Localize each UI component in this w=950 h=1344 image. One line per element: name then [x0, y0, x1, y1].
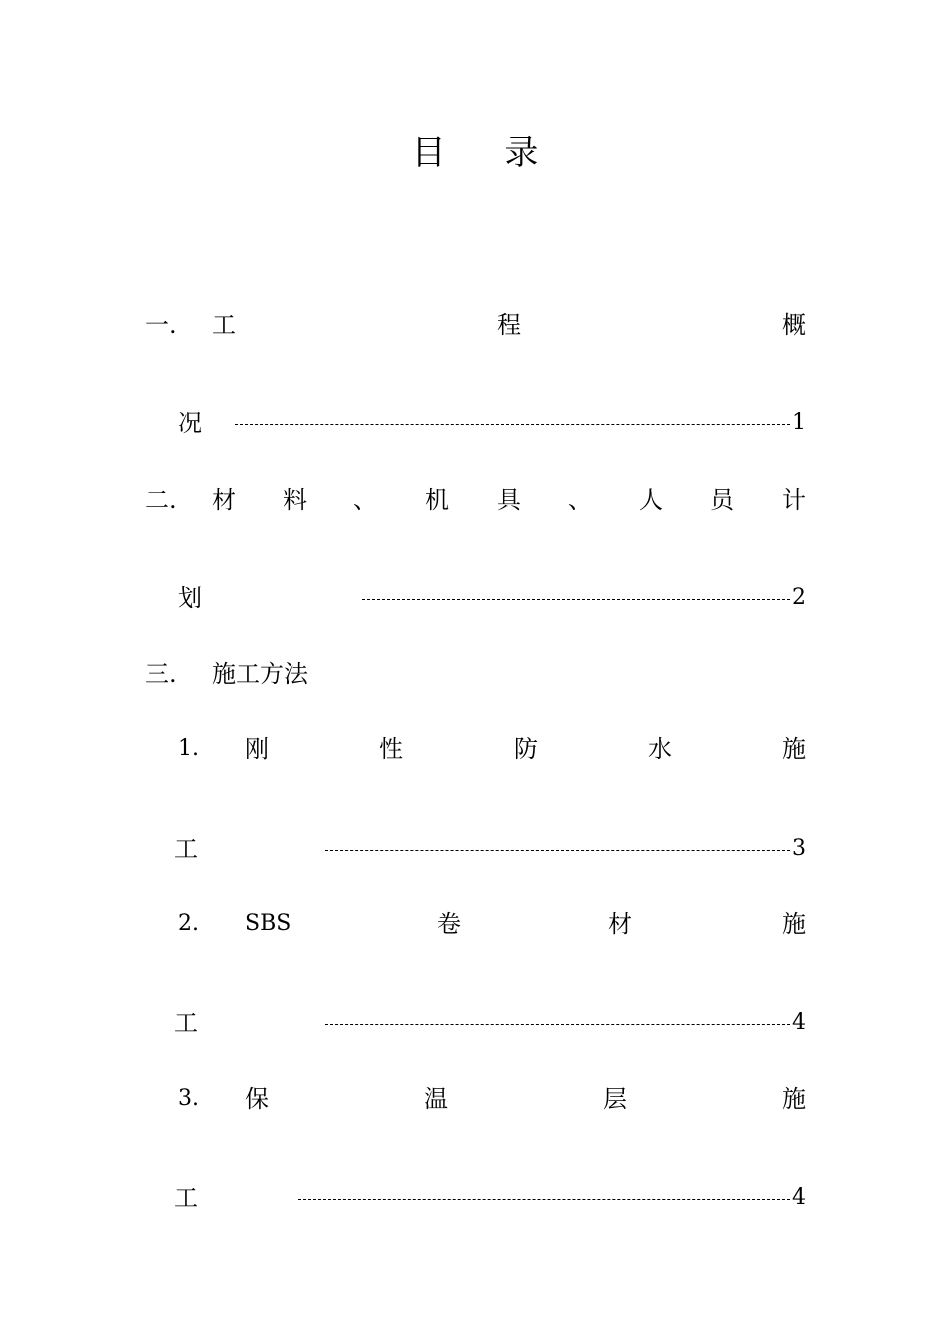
toc-word: 工: [174, 1009, 198, 1037]
toc-word: 施: [782, 735, 806, 763]
toc-word: 程: [497, 311, 521, 339]
toc-leader-dots: [298, 1199, 790, 1200]
toc-entry-2-line-2[interactable]: [0, 578, 950, 618]
toc-word: 机: [425, 486, 449, 514]
toc-word: 防: [514, 735, 538, 763]
toc-word: 卷: [437, 910, 461, 938]
toc-word: 料: [283, 486, 307, 514]
toc-entry-3-2-line-1[interactable]: [0, 904, 950, 944]
toc-leader-dots: [325, 1024, 790, 1025]
toc-word: 、: [353, 486, 377, 514]
toc-marker: 二.: [145, 486, 177, 514]
toc-marker: 三.: [145, 660, 177, 688]
toc-marker: 3.: [178, 1086, 199, 1111]
toc-entry-1-line-2[interactable]: [0, 403, 950, 443]
toc-word: 划: [178, 584, 202, 612]
toc-word: 况: [178, 409, 202, 437]
toc-word: 刚: [245, 735, 269, 763]
toc-word: 员: [710, 486, 734, 514]
toc-word: 材: [212, 486, 236, 514]
toc-word: 层: [603, 1085, 627, 1113]
toc-word: SBS: [245, 911, 292, 936]
toc-marker: 一.: [145, 311, 177, 339]
toc-word: 施: [782, 910, 806, 938]
toc-word: 水: [648, 735, 672, 763]
toc-word: 概: [782, 311, 806, 339]
toc-word: 工: [174, 1184, 198, 1212]
page-title: 目 录: [411, 133, 563, 173]
toc-marker: 2.: [178, 911, 199, 936]
toc-leader-dots: [362, 599, 790, 600]
toc-word: 工: [212, 311, 236, 339]
toc-entry-3-2-line-2[interactable]: [0, 1003, 950, 1043]
toc-entry-3-1-line-1[interactable]: [0, 729, 950, 769]
toc-word: 温: [424, 1085, 448, 1113]
toc-leader-dots: [235, 424, 790, 425]
toc-entry-3-3-line-1[interactable]: [0, 1079, 950, 1119]
toc-leader-dots: [325, 850, 790, 851]
toc-word: 材: [608, 910, 632, 938]
toc-word: 工: [174, 835, 198, 863]
toc-marker: 1.: [178, 736, 199, 761]
toc-entry-3[interactable]: [0, 654, 950, 694]
toc-entry-3-1-line-2[interactable]: [0, 829, 950, 869]
toc-word: 性: [379, 735, 403, 763]
toc-entry-1-line-1[interactable]: [0, 305, 950, 345]
toc-page-number: 3: [792, 836, 806, 861]
toc-page-number: 4: [792, 1010, 806, 1035]
toc-word: 、: [568, 486, 592, 514]
toc-entry-2-line-1[interactable]: [0, 480, 950, 520]
toc-page-number: 1: [792, 410, 806, 435]
toc-word: 人: [639, 486, 663, 514]
toc-entry-3-3-line-2[interactable]: [0, 1178, 950, 1218]
toc-word: 计: [782, 486, 806, 514]
toc-word: 保: [245, 1085, 269, 1113]
toc-page-number: 2: [792, 585, 806, 610]
toc-page-number: 4: [792, 1185, 806, 1210]
toc-word: 施: [782, 1085, 806, 1113]
toc-heading: 施工方法: [212, 660, 308, 688]
toc-word: 具: [497, 486, 521, 514]
